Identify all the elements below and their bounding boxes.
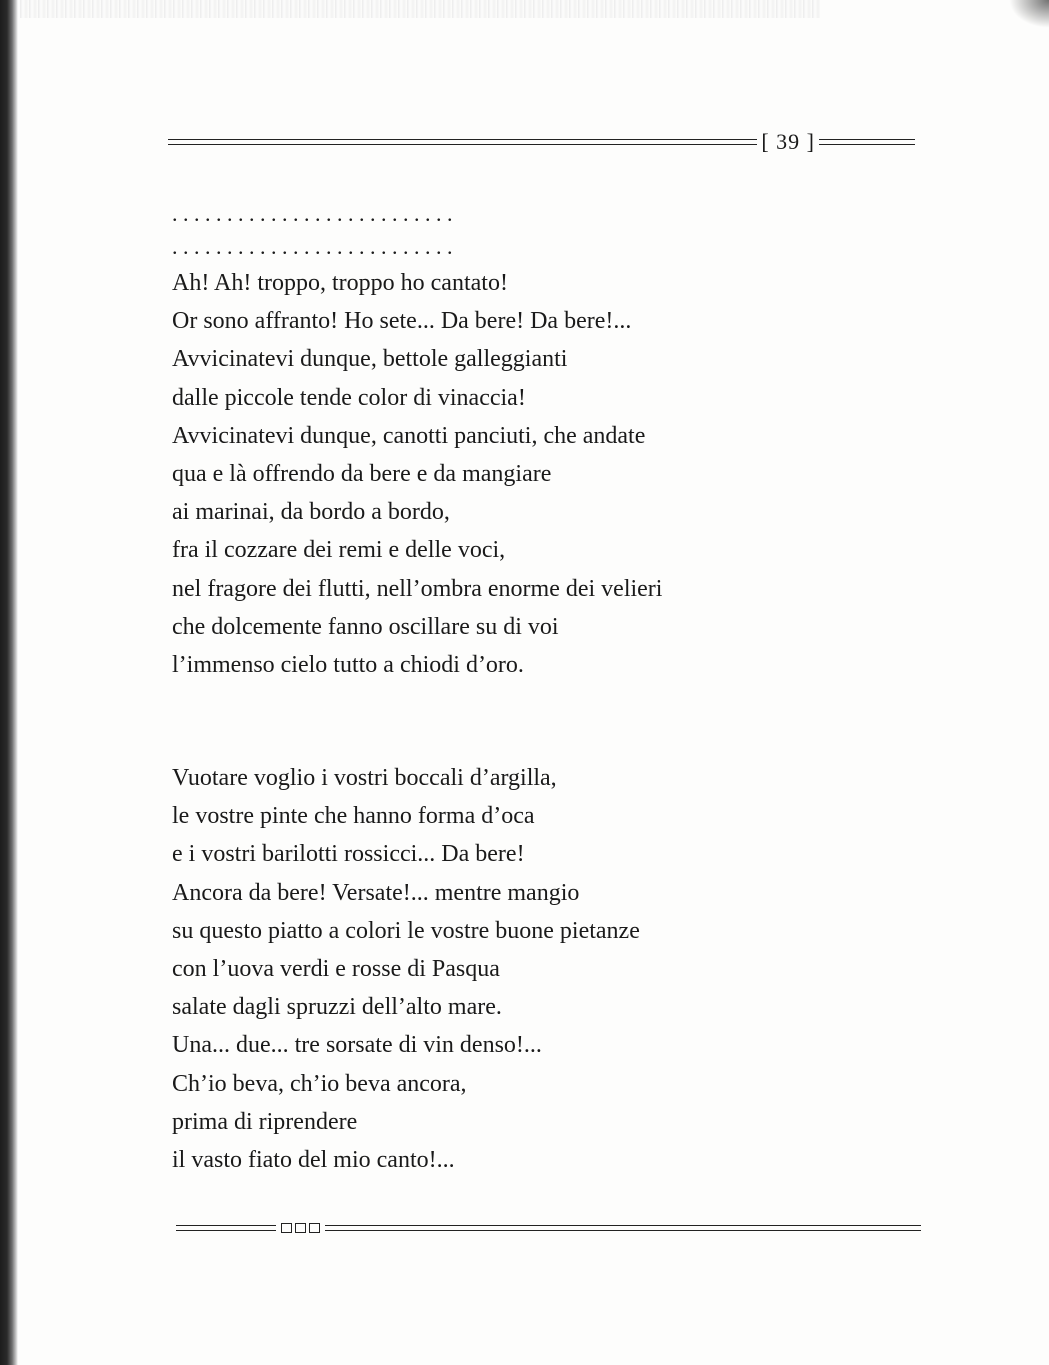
stanza-1 [172,264,872,684]
footer-rule-left [176,1225,276,1231]
footer-rule-right [325,1225,921,1231]
verse-line: Una... due... tre sorsate di vin denso!... [172,1032,542,1059]
verse-line: Ah! Ah! troppo, troppo ho cantato! [172,270,508,296]
verse-line: Ch’io beva, ch’io beva ancora, [172,1070,467,1097]
footer-ornament [276,1223,325,1233]
verse-line: qua e là offrendo da bere e da mangiare [172,461,552,488]
verse-line: Ancora da bere! Versate!... mentre mangio [172,879,580,906]
verse-line: nel fragore dei flutti, nell’ombra enorme dei velieri [172,575,663,602]
verse-line: salate dagli spruzzi dell’alto mare. [172,994,502,1021]
ellipsis-row-1: . . . . . . . . . . . . . . . . . . . . . . . . . . [172,201,453,226]
scan-noise [20,0,820,18]
ornament-box-icon [295,1223,306,1233]
page-header [168,127,915,157]
verse-line: ai marinai, da bordo a bordo, [172,499,450,526]
verse-line: Vuotare voglio i vostri boccali d’argilla, [172,765,557,791]
verse-line: prima di riprendere [172,1108,358,1135]
ellipsis-row-2: . . . . . . . . . . . . . . . . . . . . . . . . . . [172,234,453,259]
verse-line: Avvicinatevi dunque, bettole galleggianti [172,346,568,373]
page-number: [ 39 ] [761,129,815,154]
verse-line: Avvicinatevi dunque, canotti panciuti, che andate [172,422,646,449]
verse-line: e i vostri barilotti rossicci... Da bere! [172,841,525,868]
verse-line: che dolcemente fanno oscillare su di voi [172,613,559,640]
ornament-box-icon [281,1223,292,1233]
verse-line: dalle piccole tende color di vinaccia! [172,384,526,411]
verse-line: fra il cozzare dei remi e delle voci, [172,537,506,564]
verse-line: l’immenso cielo tutto a chiodi d’oro. [172,652,524,679]
corner-smudge [1009,0,1049,28]
header-rule-left [168,139,757,145]
page-footer [176,1218,921,1238]
verse-line: con l’uova verdi e rosse di Pasqua [172,956,500,983]
verse-line: su questo piatto a colori le vostre buone pietanze [172,917,640,944]
binding-edge [0,0,18,1365]
verse-line: il vasto fiato del mio canto!... [172,1147,455,1174]
stanza-2 [172,759,872,1179]
ornament-box-icon [309,1223,320,1233]
verse-line: Or sono affranto! Ho sete... Da bere! Da bere!... [172,308,632,335]
verse-line: le vostre pinte che hanno forma d’oca [172,803,535,830]
header-rule-right [819,139,915,145]
